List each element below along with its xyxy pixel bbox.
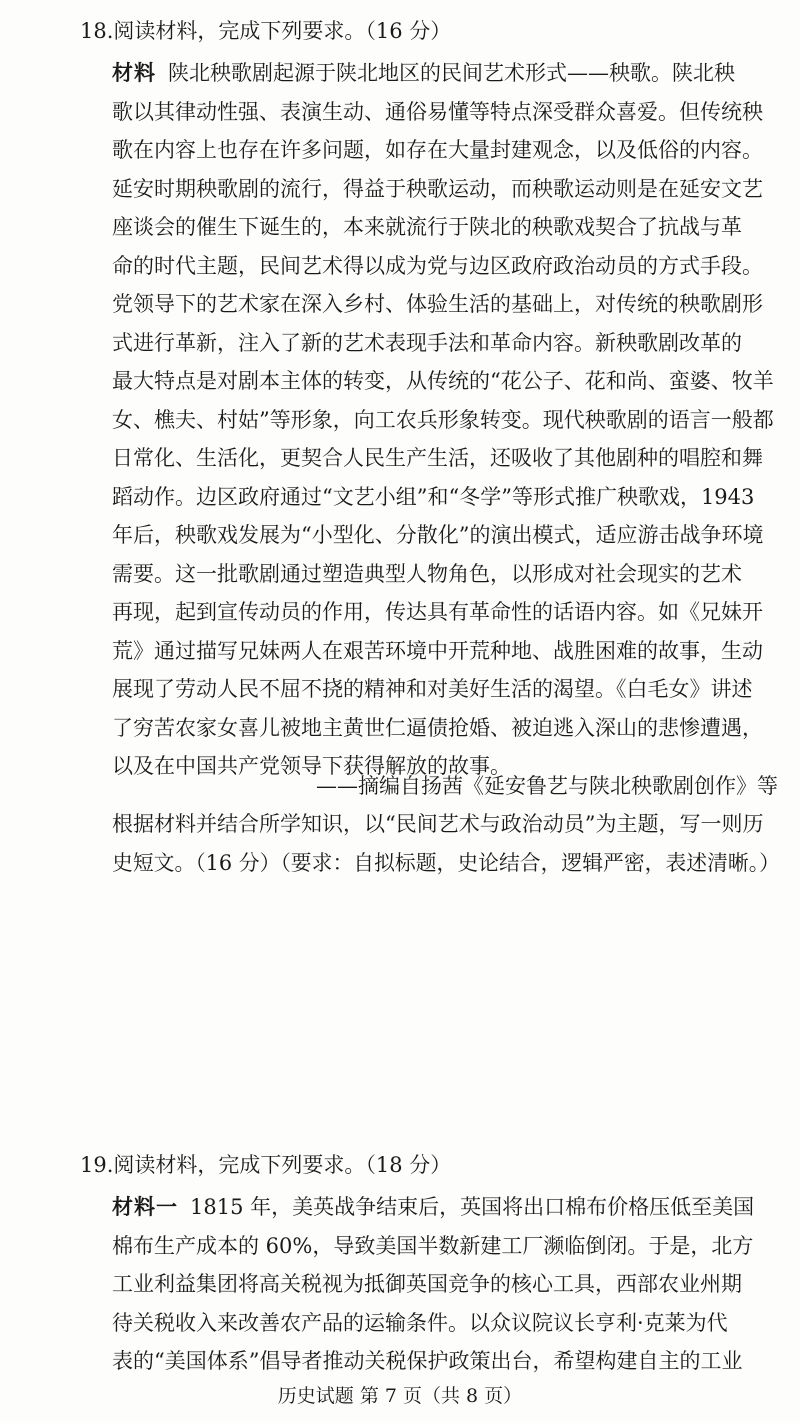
material-text: 党领导下的艺术家在深入乡村、体验生活的基础上，对传统的秧歌剧形 [112, 292, 763, 316]
material-text: 展现了劳动人民不屈不挠的精神和对美好生活的渴望。《白毛女》讲述 [112, 677, 753, 701]
page-footer: 历史试题 第 7 页（共 8 页） [277, 1385, 523, 1407]
material-text: 式进行革新，注入了新的艺术表现手法和革命内容。新秧歌剧改革的 [112, 330, 742, 355]
task-text: 史短文。（16 分）（要求：自拟标题，史论结合，逻辑严密，表述清晰。） [112, 850, 780, 875]
material-text: 棉布生产成本的 60%，导致美国半数新建工厂濒临倒闭。于是，北方 [112, 1233, 754, 1258]
material-text: 了穷苦农家女喜儿被地主黄世仁逼债抢婚、被迫逃入深山的悲惨遭遇， [112, 715, 763, 740]
material-line [112, 516, 780, 555]
material-text: 以及在中国共产党领导下获得解放的故事。 [112, 754, 511, 778]
material-line [112, 670, 780, 709]
material-text: 歌以其律动性强、表演生动、通俗易懂等特点深受群众喜爱。但传统秧 [112, 99, 763, 124]
material-line [112, 1188, 780, 1227]
material-line [112, 709, 780, 748]
material-source: ——摘编自扬茜《延安鲁艺与陕北秧歌剧创作》等 [316, 774, 778, 798]
question-19-heading: 19.阅读材料，完成下列要求。（18 分） [80, 1153, 452, 1177]
material-text: 年后，秧歌戏发展为“小型化、分散化”的演出模式，适应游击战争环境 [112, 523, 764, 547]
material-line [112, 478, 780, 517]
material-line [112, 555, 780, 594]
material-text: 再现，起到宣传动员的作用，传达具有革命性的话语内容。如《兄妹开 [112, 600, 763, 624]
material-text: 表的“美国体系”倡导者推动关税保护政策出台，希望构建自主的工业 [112, 1349, 743, 1373]
material-text: 荒》通过描写兄妹两人在艰苦环境中开荒种地、战胜困难的故事，生动 [112, 638, 763, 663]
material-text: 日常化、生活化，更契合人民生产生活，还吸收了其他剧种的唱腔和舞 [112, 446, 763, 470]
material-text: 最大特点是对剧本主体的转变，从传统的“花公子、花和尚、蛮婆、牧羊 [112, 369, 774, 393]
material-text: 蹈动作。边区政府通过“文艺小组”和“冬学”等形式推广秧歌戏，1943 [112, 484, 755, 509]
question-19-material [112, 1188, 780, 1381]
material-line [112, 632, 780, 671]
material-line [112, 401, 780, 440]
material-label: 材料 [112, 61, 156, 85]
material-line [112, 324, 780, 363]
material-text: 座谈会的催生下诞生的，本来就流行于陕北的秧歌戏契合了抗战与革 [112, 215, 742, 239]
material-text: 需要。这一批歌剧通过塑造典型人物角色，以形成对社会现实的艺术 [112, 561, 742, 586]
material-text: 1815 年，美英战争结束后，英国将出口棉布价格压低至美国 [190, 1195, 755, 1219]
material-text: 待关税收入来改善农产品的运输条件。以众议院议长亨利·克莱为代 [112, 1310, 728, 1335]
task-text: 根据材料并结合所学知识，以“民间艺术与政治动员”为主题，写一则历 [112, 812, 764, 836]
question-18-material [112, 54, 780, 786]
material-text: 工业利益集团将高关税视为抵御英国竞争的核心工具，西部农业州期 [112, 1272, 742, 1296]
material-line [112, 362, 780, 401]
material-line [112, 170, 780, 209]
material-text: 女、樵夫、村姑”等形象，向工农兵形象转变。现代秧歌剧的语言一般都 [112, 407, 774, 432]
material-line [112, 439, 780, 478]
material-line [112, 131, 780, 170]
material-line [112, 1227, 780, 1266]
material-line [112, 208, 780, 247]
material-line [112, 1342, 780, 1381]
material-text: 陕北秧歌剧起源于陕北地区的民间艺术形式——秧歌。陕北秧 [168, 61, 735, 85]
material-line [112, 285, 780, 324]
material-text: 歌在内容上也存在许多问题，如存在大量封建观念，以及低俗的内容。 [112, 138, 763, 162]
task-line [112, 805, 780, 844]
material-line [112, 1265, 780, 1304]
material-line [112, 1304, 780, 1343]
material-text: 命的时代主题，民间艺术得以成为党与边区政府政治动员的方式手段。 [112, 253, 763, 278]
material-line [112, 593, 780, 632]
material-line [112, 93, 780, 132]
material-line [112, 54, 780, 93]
task-line [112, 844, 780, 883]
question-18-heading: 18.阅读材料，完成下列要求。（16 分） [80, 19, 452, 43]
material-text: 延安时期秧歌剧的流行，得益于秧歌运动，而秧歌运动则是在延安文艺 [112, 176, 763, 201]
material-line [112, 247, 780, 286]
question-18-task [112, 805, 780, 882]
material-label: 材料一 [112, 1195, 178, 1219]
